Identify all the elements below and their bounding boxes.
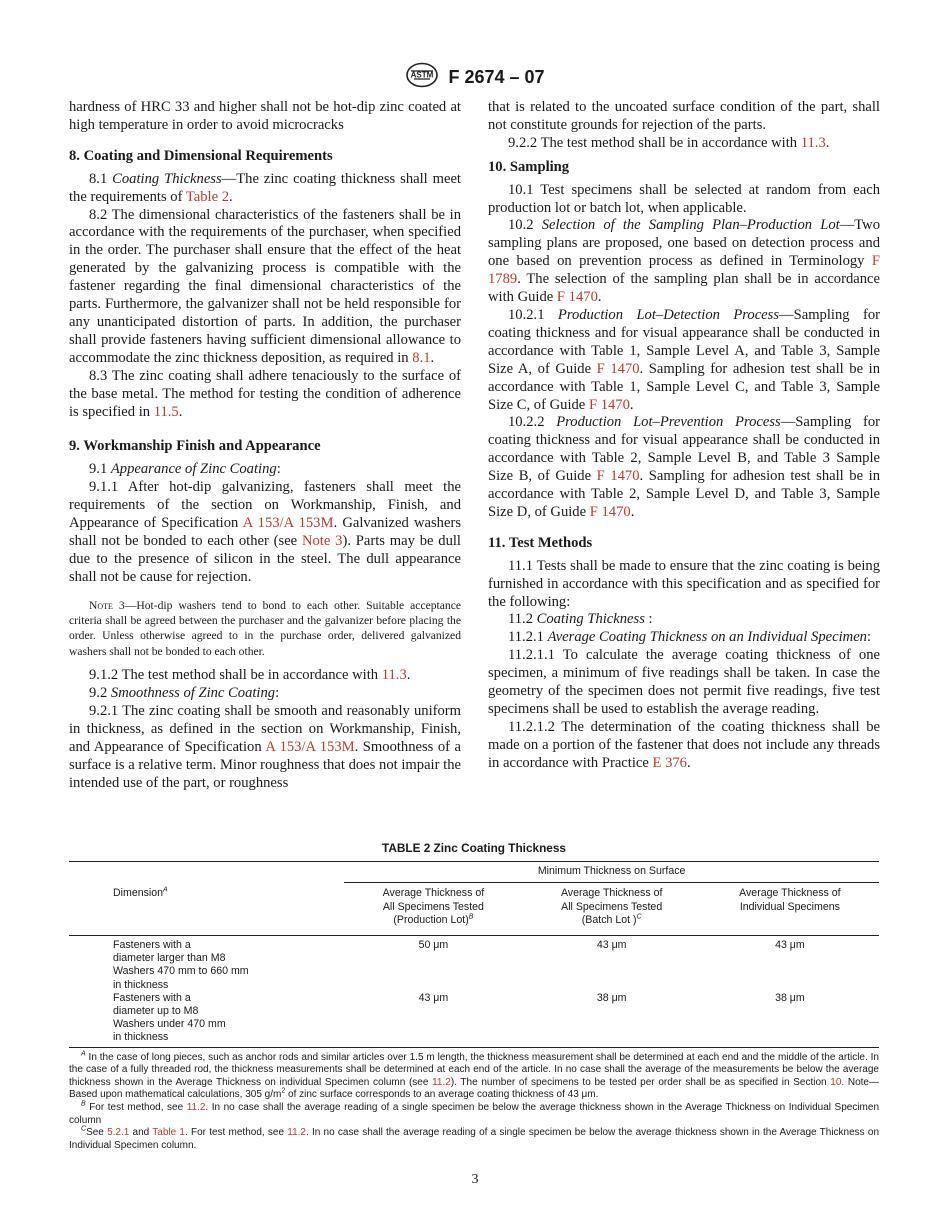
paragraph-10-2-2: 10.2.2 Production Lot–Prevention Process—Sampling for coating thickness and for visual appearance shall be conducted in accordance with Table 2, Sample Level B, and Table 3 Sample Size B, of Guide F 1470. Sampling for adhesion test shall be in accordance with Table 2, Sample Level D, and Table 3, Sample Size D, of Guide F 1470.: [488, 414, 881, 520]
section-heading-11: 11. Test Methods: [488, 534, 593, 551]
paragraph: that is related to the uncoated surface condition of the part, shall not constitute grounds for rejection of the parts.: [488, 99, 880, 133]
paragraph-10-2-1: 10.2.1 Production Lot–Detection Process—Sampling for coating thickness and for visual appearance shall be conducted in accordance with Table 1, Sample Level A, and Table 3, Sample Size A, of Guide F 1470. Sampling for adhesion test shall be in accordance with Table 1, Sample Level C, and Table 3, Sample Size C, of Guide F 1470.: [488, 306, 881, 413]
paragraph-9-1-1: 9.1.1 After hot-dip galvanizing, fasteners shall meet the requirements of the section on Workmanship, Finish, and Appearance of Specification A 153/A 153M. Galvanized washers shall not be bonded to each other (see Note 3). Parts may be dull due to the presence of silicon in the steel. The dull appearance shall not be cause for rejection.: [69, 479, 461, 585]
group-header: Minimum Thickness on Surface: [344, 862, 879, 883]
zinc-thickness-table: [69, 861, 879, 1047]
left-column: [69, 99, 461, 793]
col-header-production-lot: Average Thickness of All Specimens Tested (Production Lot)$^B$: [382, 887, 485, 926]
link-note-3[interactable]: Note 3: [301, 532, 343, 549]
note-3: Note 3—Hot-dip washers tend to bond to each other. Suitable acceptance criteria shall be agreed between the purchaser and the galvanizer before placing the order. Unless otherwise agreed to in the purchase order, delivered galvanized washers shall not be bonded to each other.: [69, 598, 461, 658]
paragraph-10-2: 10.2 Selection of the Sampling Plan–Production Lot—Two sampling plans are proposed, one based on detection process and one based on prevention process as defined in Terminology F 1789. The selection of the sampling plan shall be in accordance with Guide F 1470.: [488, 217, 880, 306]
link-table-2[interactable]: Table 2: [185, 188, 230, 205]
paragraph-8-1: 8.1 Coating Thickness—The zinc coating thickness shall meet the requirements of Table 2.: [69, 170, 461, 205]
paragraph-11-1: 11.1 Tests shall be made to ensure that the zinc coating is being furnished in accordance with this specification and as specified for the following:: [488, 557, 880, 610]
paragraph-11-2: 11.2 Coating Thickness :: [508, 611, 653, 628]
link-11-2[interactable]: 11.2: [432, 1076, 451, 1088]
dimension-cell: Fasteners with a diameter up to M8 Washers under 470 mm in thickness: [113, 991, 226, 1044]
link-e376[interactable]: E 376: [652, 754, 687, 771]
link-11-2[interactable]: 11.2: [287, 1127, 306, 1139]
link-11-3[interactable]: 11.3: [800, 134, 826, 151]
table-row: [69, 992, 879, 1047]
document-id: F 2674 – 07: [448, 67, 545, 87]
table-caption: TABLE 2 Zinc Coating Thickness: [382, 841, 566, 855]
link-11-2[interactable]: 11.2: [186, 1102, 206, 1114]
value-cell: 50 μm: [418, 939, 449, 952]
link-5-2-1[interactable]: 5.2.1: [107, 1127, 130, 1139]
paragraph-8-3: 8.3 The zinc coating shall adhere tenaciously to the surface of the base metal. The method for testing the condition of adherence is specified in 11.5.: [69, 367, 461, 420]
footnote-c: $^C$See 5.2.1 and Table 1. For test method, see 11.2. In no case shall the average reading of a single specimen be below the average thickness shown in the Average Thickness on Individual Specimen column.: [69, 1125, 880, 1151]
paragraph-9-1-2: 9.1.2 The test method shall be in accordance with 11.3.: [89, 667, 411, 684]
table-2: [69, 842, 879, 1152]
svg-text:ASTM: ASTM: [411, 70, 434, 80]
section-heading-8: 8. Coating and Dimensional Requirements: [69, 147, 333, 164]
link-f1470[interactable]: F 1470: [589, 503, 631, 520]
page-number: 3: [471, 1172, 479, 1187]
paragraph: hardness of HRC 33 and higher shall not be hot-dip zinc coated at high temperature in order to avoid microcracks: [69, 99, 461, 133]
link-a153[interactable]: A 153/A 153M: [242, 515, 334, 532]
section-heading-9: 9. Workmanship Finish and Appearance: [69, 438, 321, 455]
value-cell: 43 μm: [596, 939, 627, 952]
link-table-1[interactable]: Table 1: [152, 1127, 185, 1139]
footnote-b: $^B$ For test method, see 11.2. In no case shall the average reading of a single specimen be below the average thickness shown in the Average Thickness on Individual Specimen column: [69, 1100, 879, 1126]
paragraph-11-2-1-2: 11.2.1.2 The determination of the coating thickness shall be made on a portion of the fastener that does not include any threads in accordance with Practice E 376.: [488, 718, 880, 771]
link-section-10[interactable]: 10: [830, 1076, 842, 1088]
paragraph-9-2: 9.2 Smoothness of Zinc Coating:: [89, 685, 280, 702]
paragraph-9-2-1: 9.2.1 The zinc coating shall be smooth and reasonably uniform in thickness, as defined in the section on Workmanship, Finish, and Appearance of Specification A 153/A 153M. Smoothness of a surface is a relative term. Minor roughness that does not impair the intended use of the part, or roughness: [69, 703, 461, 791]
link-f1789[interactable]: F 1789: [488, 253, 880, 288]
link-8-1[interactable]: 8.1: [412, 349, 431, 366]
paragraph-8-2: 8.2 The dimensional characteristics of the fasteners shall be in accordance with the requirements of the purchaser, when specified in the order. The purchaser shall ensure that the effect of the heat generated by the galvanizing process is compatible with the fastener regarding the final dimensional characteristics of the parts. Furthermore, the galvanizer shall not be held responsible for any unanticipated distortion of parts. In addition, the purchaser shall provide fasteners having sufficient dimensional allowance to accommodate the zinc thickness deposition, as required in 8.1.: [69, 206, 461, 366]
right-column: [488, 99, 880, 773]
dimension-cell: Fasteners with a diameter larger than M8 Washers 470 mm to 660 mm in thickness: [113, 939, 249, 991]
table-row: [69, 936, 879, 992]
table-footnotes: [69, 1052, 879, 1153]
link-a153[interactable]: A 153/A 153M: [265, 738, 355, 755]
paragraph-9-2-2: 9.2.2 The test method shall be in accordance with 11.3.: [508, 134, 830, 151]
link-f1470[interactable]: F 1470: [596, 468, 640, 485]
link-f1470[interactable]: F 1470: [556, 289, 598, 306]
col-header-individual: Average Thickness of Individual Specimens: [739, 887, 841, 913]
paragraph-10-1: 10.1 Test specimens shall be selected at random from each production lot or batch lot, when applicable.: [488, 181, 880, 216]
link-f1470[interactable]: F 1470: [588, 396, 630, 413]
value-cell: 38 μm: [775, 991, 805, 1004]
footnote-a: $^A$ In the case of long pieces, such as anchor rods and similar articles over 1.5 m length, the thickness measurement shall be determined at each end and the middle of the article. In the case of a fully threaded rod, the thickness measurements shall be determined at each end of the article. In no case shall the average of the measurements be below the average thickness shown in the Average Thickness on individual Specimen column (see 11.2). The number of specimens to be tested per order shall be as specified in Section 10. Note—Based upon mathematical calculations, 305 $g/m^2$ of zinc surface corresponds to an average coating thickness of 43 μm.: [69, 1050, 879, 1101]
paragraph-11-2-1: 11.2.1 Average Coating Thickness on an Individual Specimen:: [508, 629, 872, 646]
value-cell: 43 μm: [418, 991, 449, 1004]
page-header: [0, 62, 950, 93]
col-header-dimension: Dimension$^A$: [113, 886, 168, 899]
header-spacer: [69, 862, 344, 883]
paragraph-9-1: 9.1 Appearance of Zinc Coating:: [89, 461, 281, 478]
link-11-3[interactable]: 11.3: [381, 667, 407, 684]
value-cell: 38 μm: [596, 991, 627, 1004]
value-cell: 43 μm: [775, 939, 805, 952]
astm-logo-icon: [405, 62, 439, 93]
link-11-5[interactable]: 11.5: [153, 403, 179, 420]
col-header-batch-lot: Average Thickness of All Specimens Tested (Batch Lot )$^C$: [560, 887, 663, 926]
section-heading-10: 10. Sampling: [488, 158, 570, 175]
link-f1470[interactable]: F 1470: [596, 360, 640, 377]
paragraph-11-2-1-1: 11.2.1.1 To calculate the average coating thickness of one specimen, a minimum of five readings shall be taken. In case the geometry of the specimen does not permit five readings, five test specimens shall be used to establish the average reading.: [488, 647, 880, 717]
